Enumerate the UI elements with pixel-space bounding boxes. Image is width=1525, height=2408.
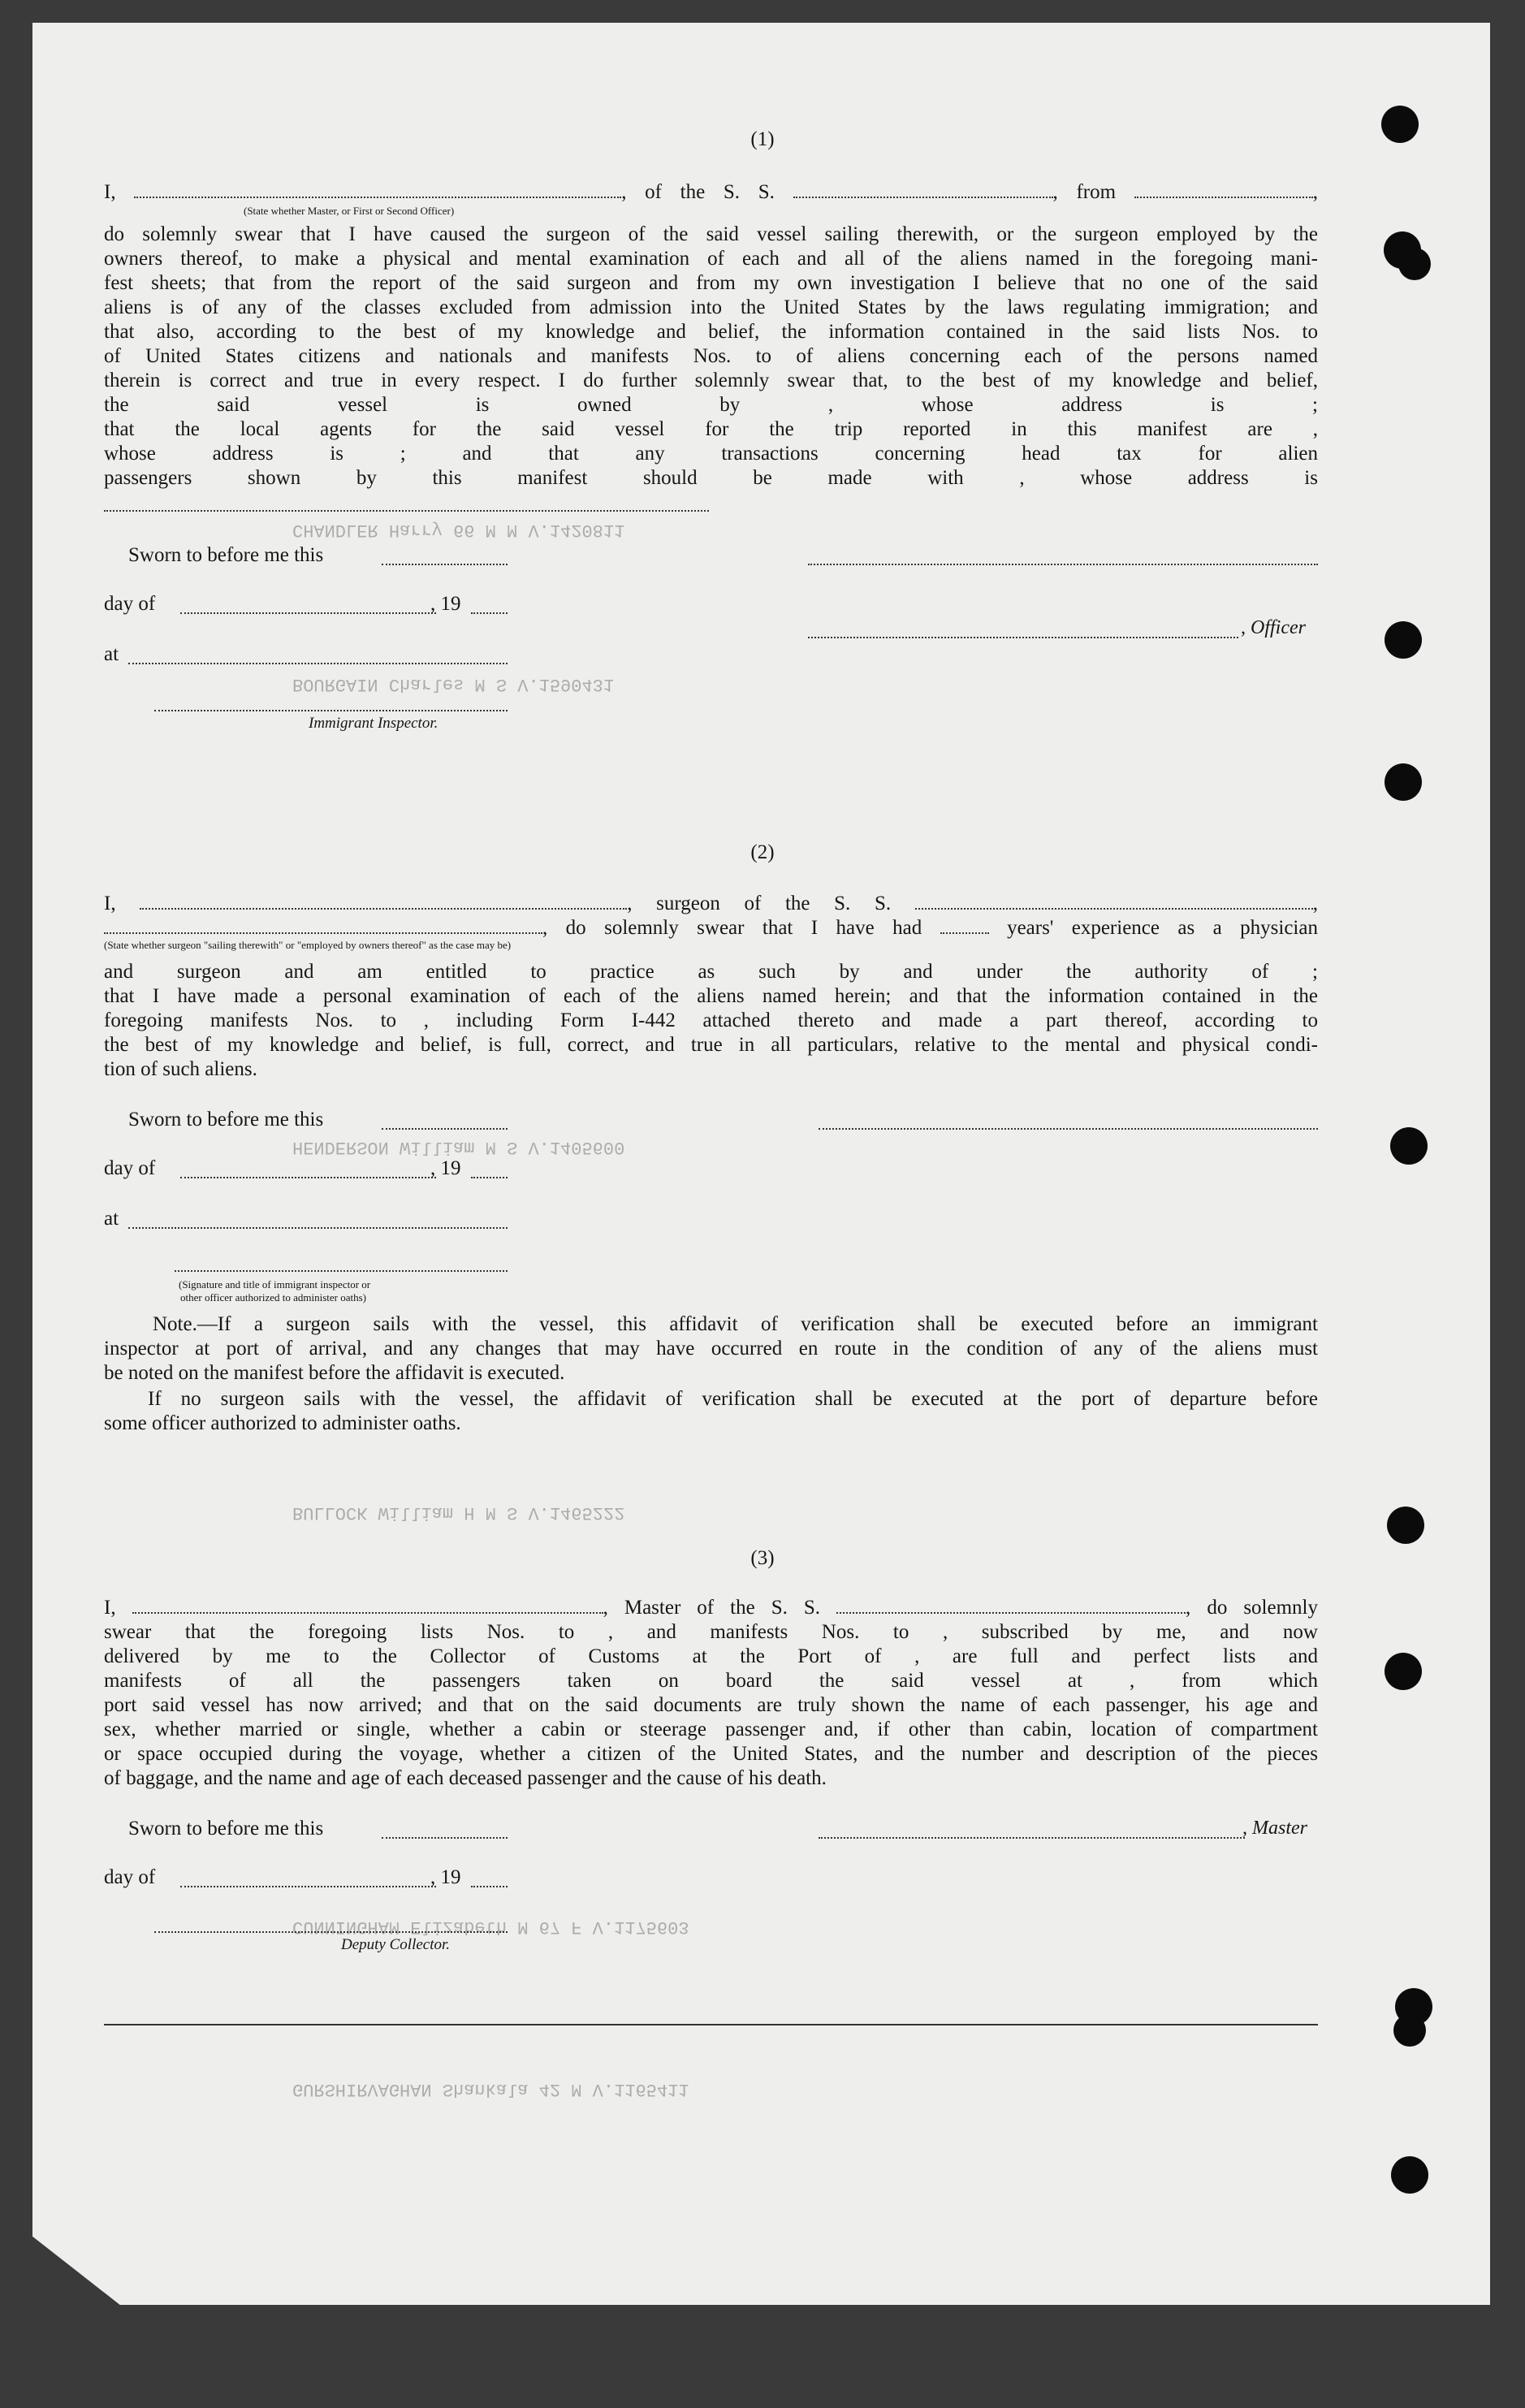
officer-signature-field[interactable] — [808, 562, 1318, 565]
sworn-label: Sworn to before me this — [128, 1818, 324, 1840]
year-field[interactable] — [471, 611, 508, 614]
section-1-number: (1) — [750, 128, 775, 150]
day-of-field[interactable] — [180, 1175, 436, 1178]
signature-caption: (Signature and title of immigrant inspector or — [179, 1278, 371, 1290]
year-label: , 19 — [430, 1157, 461, 1179]
section-3-line: swear that the foregoing lists Nos. to , and manifests Nos. to , subscribed by me, and now — [104, 1621, 1318, 1643]
text: , do solemnly — [1186, 1597, 1318, 1619]
bleed-through-text: CHANDLER Harry 66 M M V.1420811 — [292, 520, 625, 540]
section-1-first-line — [104, 180, 1318, 205]
bleed-through-text: BOURGAIN Charles M S V.1590431 — [292, 674, 615, 694]
section-3-first-line — [104, 1596, 1318, 1620]
section-2-second-line — [104, 916, 1318, 940]
vessel-name-field[interactable] — [836, 1597, 1186, 1614]
vessel-name-field[interactable] — [915, 893, 1313, 910]
note-line: If no surgeon sails with the vessel, the affidavit of verification shall be executed at the port of departure before — [148, 1388, 1318, 1410]
section-1-line: that also, according to the best of my knowledge and belief, the information contained in the said lists Nos. to — [104, 321, 1318, 343]
section-1-line: whose address is ; and that any transactions concerning head tax for alien — [104, 443, 1318, 465]
section-1-line: therein is correct and true in every respect. I do further solemnly swear that, to the best of my knowledge and belief, — [104, 370, 1318, 391]
day-of-label: day of — [104, 593, 156, 615]
section-2-line: that I have made a personal examination of each of the aliens named herein; and that the information contained in the — [104, 985, 1318, 1007]
section-3-line: sex, whether married or single, whether a cabin or steerage passenger and, if other than cabin, location of compartment — [104, 1718, 1318, 1740]
text: , do solemnly swear that I have had — [542, 917, 940, 939]
years-experience-field[interactable] — [940, 918, 989, 934]
address-continuation-field[interactable] — [104, 508, 709, 512]
officer-title-field[interactable] — [808, 635, 1238, 638]
day-of-label: day of — [104, 1866, 156, 1888]
punch-hole — [1391, 2156, 1428, 2194]
punch-hole — [1387, 1507, 1424, 1544]
bleed-through-text: HENDERSON William M S V.1405600 — [292, 1137, 625, 1157]
year-label: , 19 — [430, 593, 461, 615]
section-3-line: manifests of all the passengers taken on board the said vessel at , from which — [104, 1670, 1318, 1692]
master-label: , Master — [1242, 1818, 1307, 1839]
master-or-officer-field[interactable] — [134, 182, 621, 198]
section-1-line: fest sheets; that from the report of the said surgeon and from my own investigation I believe that no one of the said — [104, 272, 1318, 294]
note-line — [153, 1312, 1318, 1337]
collector-label: Deputy Collector. — [341, 1936, 451, 1953]
master-name-field[interactable] — [132, 1597, 603, 1614]
collector-signature-field[interactable] — [154, 1930, 508, 1933]
bleed-through-text: CUNNINGHAM Elizabeth M 67 F V.1175603 — [292, 1917, 689, 1937]
section-2-number: (2) — [750, 841, 775, 863]
section-2-first-line — [104, 892, 1318, 916]
section-2-line: and surgeon and am entitled to practice as such by and under the authority of ; — [104, 961, 1318, 983]
section-2-caption: (State whether surgeon "sailing therewith" or "employed by owners thereof" as the case may be) — [104, 939, 512, 951]
note-line: some officer authorized to administer oaths. — [104, 1412, 461, 1434]
text: , — [1312, 893, 1319, 914]
punch-hole — [1385, 621, 1422, 659]
at-place-field[interactable] — [128, 1226, 508, 1229]
from-port-field[interactable] — [1134, 182, 1313, 198]
section-1-line: of United States citizens and nationals and manifests Nos. to of aliens concerning each of the persons named — [104, 345, 1318, 367]
sworn-day-field[interactable] — [382, 562, 508, 565]
inspector-signature-field[interactable] — [154, 708, 508, 711]
day-of-field[interactable] — [180, 611, 436, 614]
punch-hole — [1385, 1653, 1422, 1690]
inspector-label: Immigrant Inspector. — [309, 715, 438, 732]
year-label: , 19 — [430, 1866, 461, 1888]
text: , Master of the S. S. — [603, 1597, 837, 1619]
punch-hole — [1390, 1127, 1428, 1165]
vessel-name-field[interactable] — [793, 182, 1053, 198]
day-of-field[interactable] — [180, 1884, 436, 1887]
signature-caption: other officer authorized to administer oaths) — [180, 1291, 366, 1303]
section-2-line: tion of such aliens. — [104, 1058, 257, 1080]
section-1-line: passengers shown by this manifest should be made with , whose address is — [104, 467, 1318, 489]
punch-hole — [1393, 2014, 1426, 2047]
text: Note.—If a surgeon sails with the vessel, this affidavit of verification shall be executed before an immigrant — [153, 1313, 1318, 1335]
section-1-caption: (State whether Master, or First or Second Officer) — [244, 205, 455, 217]
bleed-through-text: BULLOCK William H M S V.1465222 — [292, 1502, 625, 1523]
officer-label: , Officer — [1241, 617, 1306, 638]
at-label: at — [104, 1208, 119, 1230]
section-1-line: aliens is of any of the classes excluded from admission into the United States by the laws regulating immigration; and — [104, 296, 1318, 318]
section-3-line: of baggage, and the name and age of each deceased passenger and the cause of his death. — [104, 1767, 827, 1789]
day-of-label: day of — [104, 1157, 156, 1179]
year-field[interactable] — [471, 1175, 508, 1178]
note-line: be noted on the manifest before the affidavit is executed. — [104, 1362, 565, 1384]
text: years' experience as a physician — [988, 917, 1318, 939]
section-3-line: port said vessel has now arrived; and that on the said documents are truly shown the name of each passenger, his age and — [104, 1694, 1318, 1716]
section-1-line: do solemnly swear that I have caused the surgeon of the said vessel sailing therewith, or the surgeon employed by the — [104, 223, 1318, 245]
year-field[interactable] — [471, 1884, 508, 1887]
text: , surgeon of the S. S. — [627, 893, 915, 914]
bottom-rule — [104, 2024, 1318, 2025]
section-3-line: delivered by me to the Collector of Customs at the Port of , are full and perfect lists and — [104, 1645, 1318, 1667]
note-line: inspector at port of arrival, and any changes that may have occurred en route in the condition of any of the aliens must — [104, 1338, 1318, 1360]
section-2-line: the best of my knowledge and belief, is full, correct, and true in all particulars, relative to the mental and physical condi- — [104, 1034, 1318, 1056]
text: I, — [104, 893, 140, 914]
sworn-day-field[interactable] — [382, 1835, 508, 1839]
sworn-day-field[interactable] — [382, 1126, 508, 1130]
section-1-line: owners thereof, to make a physical and mental examination of each and all of the aliens named in the foregoing mani- — [104, 248, 1318, 270]
surgeon-name-field[interactable] — [140, 893, 627, 910]
text: I, — [104, 1597, 132, 1619]
text: , of the S. S. — [621, 181, 793, 203]
surgeon-status-field[interactable] — [104, 918, 542, 934]
sworn-label: Sworn to before me this — [128, 1109, 324, 1131]
inspector-signature-field[interactable] — [175, 1269, 508, 1272]
section-1-line: the said vessel is owned by , whose address is ; — [104, 394, 1318, 416]
section-3-line: or space occupied during the voyage, whether a citizen of the United States, and the number and description of the pieces — [104, 1743, 1318, 1765]
text: , — [1312, 181, 1318, 203]
section-1-line: that the local agents for the said vessel for the trip reported in this manifest are , — [104, 418, 1318, 440]
section-3-number: (3) — [750, 1547, 775, 1569]
text: I, — [104, 181, 135, 203]
at-place-field[interactable] — [128, 661, 508, 664]
bleed-through-text: GURSHIRVAGHAN Shankala 42 M V.1165411 — [292, 2079, 689, 2099]
text: , from — [1052, 181, 1134, 203]
section-2-line: foregoing manifests Nos. to , including Form I-442 attached thereto and made a part thereof, according to — [104, 1009, 1318, 1031]
surgeon-signature-field[interactable] — [819, 1126, 1318, 1130]
punch-hole — [1398, 248, 1431, 280]
punch-hole — [1385, 763, 1422, 801]
at-label: at — [104, 643, 119, 665]
master-signature-field[interactable] — [819, 1835, 1245, 1839]
sworn-label: Sworn to before me this — [128, 544, 324, 566]
